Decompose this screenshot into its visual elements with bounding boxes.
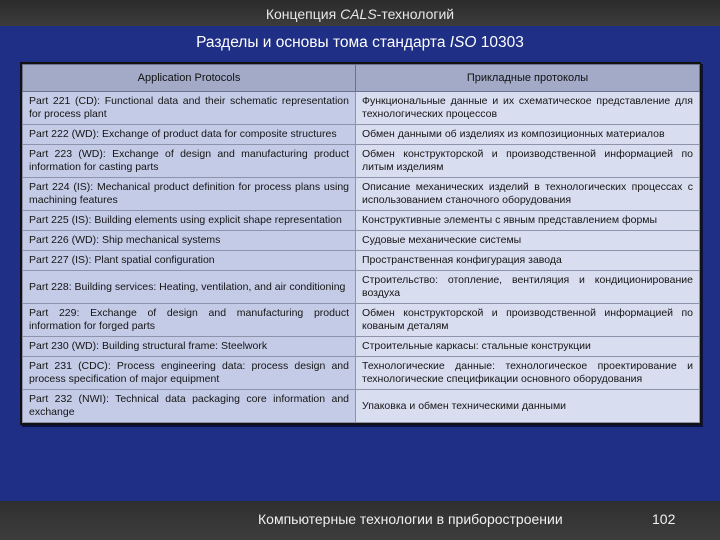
cell-russian: Упаковка и обмен техническими данными: [356, 390, 700, 423]
cell-russian: Строительные каркасы: стальные конструкции: [356, 337, 700, 357]
table-row: [23, 125, 700, 145]
cell-russian: Функциональные данные и их схематическое представление для технологических процессов: [356, 92, 700, 125]
part-description-english: Exchange of product data for composite structures: [101, 128, 337, 140]
cell-russian: Обмен данными об изделиях из композиционных материалов: [356, 125, 700, 145]
part-description-english: Plant spatial configuration: [94, 254, 215, 266]
table-row: [23, 357, 700, 390]
cell-russian: Конструктивные элементы с явным представлением формы: [356, 211, 700, 231]
cell-english: Part 226 (WD): Ship mechanical systems: [23, 231, 356, 251]
cell-english: Part 223 (WD): Exchange of design and manufacturing product information for casting parts: [23, 145, 356, 178]
part-description-english: Building services: Heating, ventilation, and air conditioning: [74, 280, 346, 293]
cell-russian: Описание механических изделий в технологических процессах с использованием станочного оборудования: [356, 178, 700, 211]
title-pre: Разделы и основы тома стандарта: [196, 34, 450, 51]
table-row: [23, 390, 700, 423]
cell-english: Part 222 (WD): Exchange of product data for composite structures: [23, 125, 356, 145]
table-row: [23, 231, 700, 251]
table-row: [23, 211, 700, 231]
cell-russian: Строительство: отопление, вентиляция и кондиционирование воздуха: [356, 271, 700, 304]
table-body: [23, 92, 700, 423]
table-row: [23, 178, 700, 211]
cell-english: Part 231 (CDC): Process engineering data: process design and process specification of major equipment: [23, 357, 356, 390]
column-header-english: Application Protocols: [23, 65, 356, 92]
cell-english: Part 225 (IS): Building elements using explicit shape representation: [23, 211, 356, 231]
page-number: 102: [652, 511, 676, 527]
table-row: [23, 145, 700, 178]
table-row: [23, 251, 700, 271]
part-label: Part 230 (WD): [29, 340, 97, 352]
slide-title: [0, 34, 720, 52]
part-description-english: Functional data and their schematic representation for process plant: [29, 95, 349, 120]
cell-english: Part 230 (WD): Building structural frame: Steelwork: [23, 337, 356, 357]
cell-english: Part 229: Exchange of design and manufacturing product information for forged parts: [23, 304, 356, 337]
part-label: Part 225 (IS): [29, 214, 89, 226]
table-header-row: [23, 65, 700, 92]
part-label: Part 227 (IS): [29, 254, 89, 266]
cell-russian: Обмен конструкторской и производственной информацией по кованым деталям: [356, 304, 700, 337]
cell-english: Part 232 (NWI): Technical data packaging core information and exchange: [23, 390, 356, 423]
part-description-english: Exchange of design and manufacturing product information for casting parts: [29, 148, 349, 173]
footer-text: Компьютерные технологии в приборостроении: [258, 511, 563, 527]
part-label: Part 224 (IS): [29, 181, 91, 193]
part-label: Part 228: [29, 280, 69, 293]
part-description-english: Exchange of design and manufacturing product information for forged parts: [29, 307, 349, 332]
part-description-english: Ship mechanical systems: [101, 234, 221, 246]
cell-english: Part 227 (IS): Plant spatial configuration: [23, 251, 356, 271]
column-header-russian: Прикладные протоколы: [356, 65, 700, 92]
part-description-english: Mechanical product definition for process plans using machining features: [29, 181, 349, 206]
cell-english: Part 228: Building services: Heating, ventilation, and air conditioning: [23, 271, 356, 304]
part-label: Part 223 (WD): [29, 148, 103, 160]
part-label: Part 232 (NWI): [29, 393, 106, 405]
part-description-english: Building structural frame: Steelwork: [101, 340, 268, 352]
protocols-table: [22, 64, 700, 423]
part-description-english: Technical data packaging core information and exchange: [29, 393, 349, 418]
part-label: Part 231 (CDC): [29, 360, 108, 372]
title-italic: ISO: [449, 34, 477, 51]
table-row: [23, 271, 700, 304]
header-text-pre: Концепция: [265, 6, 341, 22]
cell-english: Part 224 (IS): Mechanical product definition for process plans using machining features: [23, 178, 356, 211]
part-label: Part 226 (WD): [29, 234, 97, 246]
header-text-post: -технологий: [376, 6, 455, 22]
header-text-italic: CALS: [340, 6, 377, 22]
part-description-english: Building elements using explicit shape representation: [94, 214, 342, 226]
part-description-english: Process engineering data: process design and process specification of major equipment: [29, 360, 349, 385]
table-row: [23, 304, 700, 337]
cell-russian: Обмен конструкторской и производственной информацией по литым изделиям: [356, 145, 700, 178]
protocols-table-container: [20, 62, 701, 425]
title-post: 10303: [476, 34, 524, 51]
part-label: Part 222 (WD): [29, 128, 97, 140]
cell-english: Part 221 (CD): Functional data and their schematic representation for process plant: [23, 92, 356, 125]
table-row: [23, 337, 700, 357]
cell-russian: Технологические данные: технологическое проектирование и технологические спецификации основного оборудования: [356, 357, 700, 390]
table-row: [23, 92, 700, 125]
cell-russian: Судовые механические системы: [356, 231, 700, 251]
cell-russian: Пространственная конфигурация завода: [356, 251, 700, 271]
part-label: Part 229: [29, 307, 77, 319]
slide-header: [0, 0, 720, 26]
part-label: Part 221 (CD): [29, 95, 98, 107]
